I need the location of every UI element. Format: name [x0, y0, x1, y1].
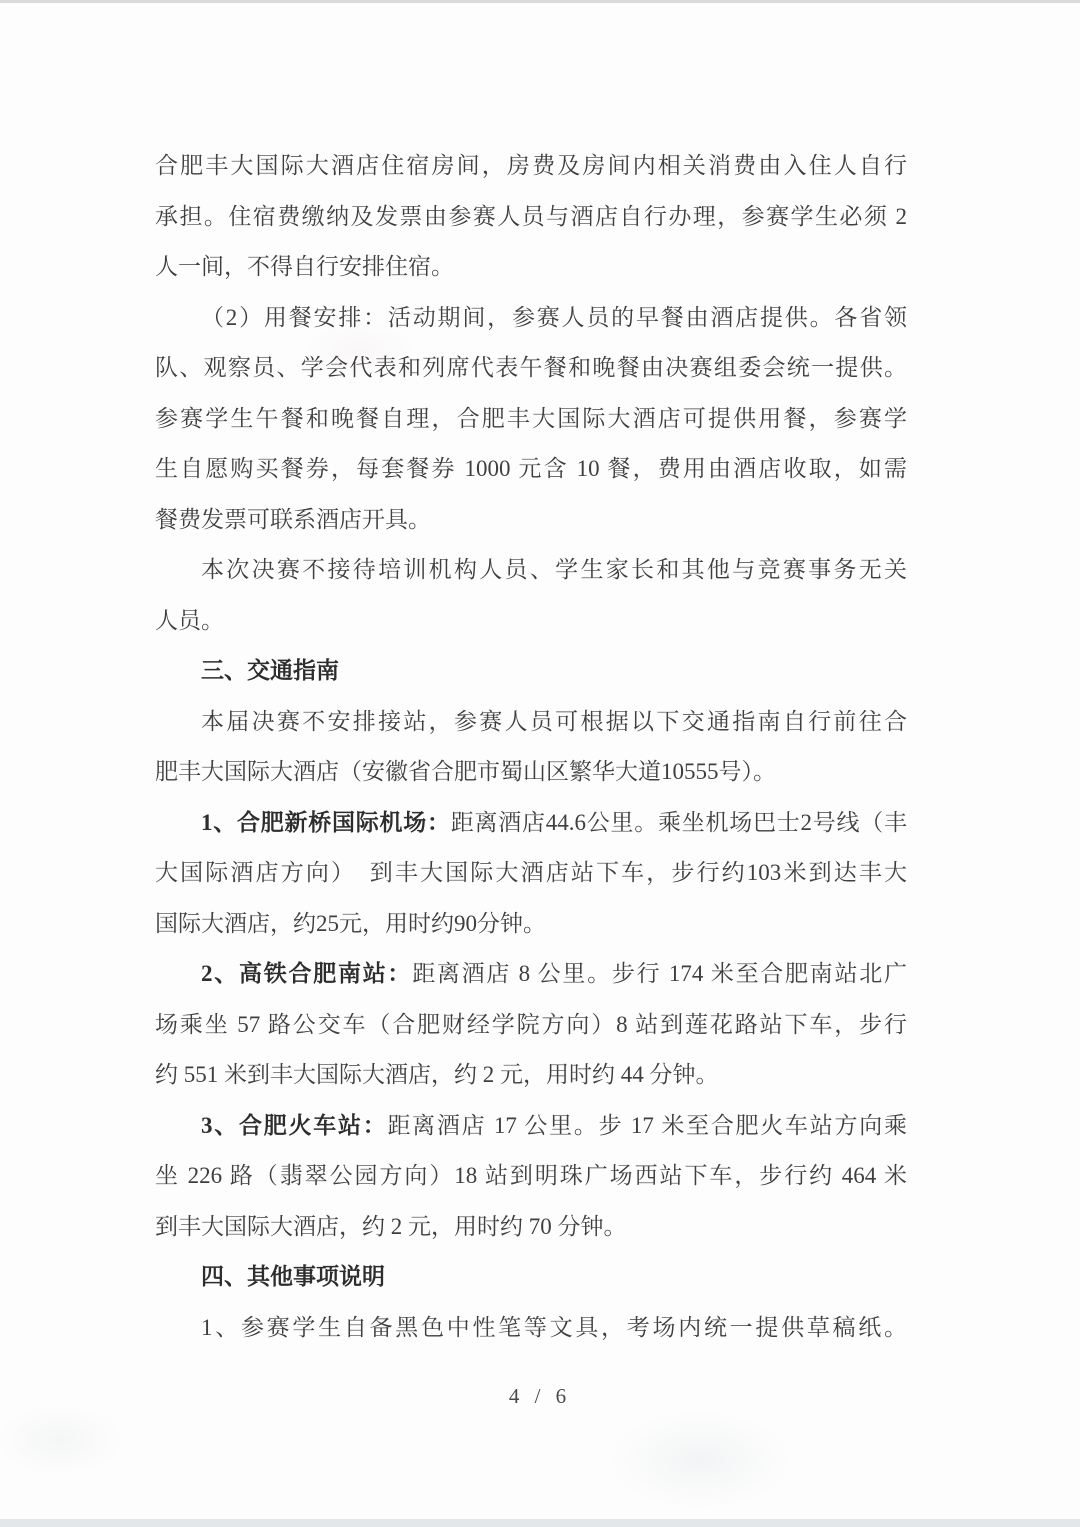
text-run: 合肥丰大国际大酒店住宿房间，房费及房间内相关消费由入住人自行: [155, 153, 907, 178]
text-line: [155, 495, 907, 546]
text-line: [155, 747, 907, 798]
text-run-bold: 1、合肥新桥国际机场：: [201, 809, 451, 835]
text-line: [155, 1050, 907, 1101]
text-run-bold: 四、其他事项说明: [201, 1264, 385, 1289]
scan-edge-top: [0, 0, 1080, 3]
text-run: 肥丰大国际大酒店（安徽省合肥市蜀山区繁华大道10555号）。: [155, 759, 776, 784]
text-line: [155, 444, 907, 495]
text-line: [155, 394, 907, 445]
text-run: 参赛学生午餐和晚餐自理，合肥丰大国际大酒店可提供用餐，参赛学: [155, 405, 907, 431]
page-number: 4 / 6: [508, 1384, 572, 1408]
text-run-bold: 2、高铁合肥南站：: [201, 961, 413, 986]
text-line: [155, 1303, 907, 1354]
document-lines: [155, 141, 907, 1353]
text-line: [155, 1151, 907, 1202]
text-line: [155, 242, 907, 293]
text-line: [155, 1202, 907, 1253]
text-line: [155, 848, 907, 899]
text-run: 国际大酒店，约25元，用时约90分钟。: [155, 910, 546, 936]
text-run: 人一间，不得自行安排住宿。: [155, 254, 454, 279]
text-line: [155, 343, 907, 394]
text-run: 人员。: [155, 607, 224, 633]
text-run: 本次决赛不接待培训机构人员、学生家长和其他与竞赛事务无关: [201, 557, 907, 582]
text-line: [155, 697, 907, 748]
text-line: [155, 545, 907, 596]
text-run: 约 551 米到丰大国际大酒店，约 2 元，用时约 44 分钟。: [155, 1062, 719, 1087]
text-line: [155, 899, 907, 950]
text-line: [155, 646, 907, 697]
text-line: [155, 949, 907, 1000]
text-line: [155, 798, 907, 849]
text-line: [155, 1000, 907, 1051]
text-run: 距离酒店 8 公里。步行 174 米至合肥南站北广: [412, 961, 907, 986]
text-run: 大国际酒店方向） 到丰大国际大酒店站下车，步行约103米到达丰大: [155, 860, 907, 885]
text-line: [155, 596, 907, 647]
text-run-bold: 3、合肥火车站：: [201, 1112, 388, 1138]
text-line: [155, 293, 907, 344]
text-line: [155, 192, 907, 243]
scan-edge-bottom: [0, 1519, 1080, 1527]
text-run: 本届决赛不安排接站，参赛人员可根据以下交通指南自行前往合: [201, 708, 907, 734]
text-run-bold: 三、交通指南: [201, 658, 339, 683]
text-run: 距离酒店 17 公里。步 17 米至合肥火车站方向乘: [387, 1112, 907, 1138]
text-run: 承担。住宿费缴纳及发票由参赛人员与酒店自行办理，参赛学生必须 2: [155, 203, 907, 229]
text-run: 到丰大国际大酒店，约 2 元，用时约 70 分钟。: [155, 1213, 627, 1239]
text-run: 距离酒店44.6公里。乘坐机场巴士2号线（丰: [450, 809, 907, 835]
text-line: [155, 141, 907, 192]
text-run: （2）用餐安排：活动期间，参赛人员的早餐由酒店提供。各省领: [201, 304, 907, 330]
text-line: [155, 1252, 907, 1303]
text-run: 餐费发票可联系酒店开具。: [155, 506, 431, 532]
text-run: 坐 226 路（翡翠公园方向）18 站到明珠广场西站下车，步行约 464 米: [155, 1163, 907, 1188]
text-run: 场乘坐 57 路公交车（合肥财经学院方向）8 站到莲花路站下车，步行: [155, 1011, 907, 1037]
text-line: [155, 1101, 907, 1152]
text-run: 队、观察员、学会代表和列席代表午餐和晚餐由决赛组委会统一提供。: [155, 355, 907, 380]
text-run: 生自愿购买餐券，每套餐券 1000 元含 10 餐，费用由酒店收取，如需: [155, 456, 907, 481]
text-run: 1、参赛学生自备黑色中性笔等文具，考场内统一提供草稿纸。: [201, 1314, 907, 1340]
